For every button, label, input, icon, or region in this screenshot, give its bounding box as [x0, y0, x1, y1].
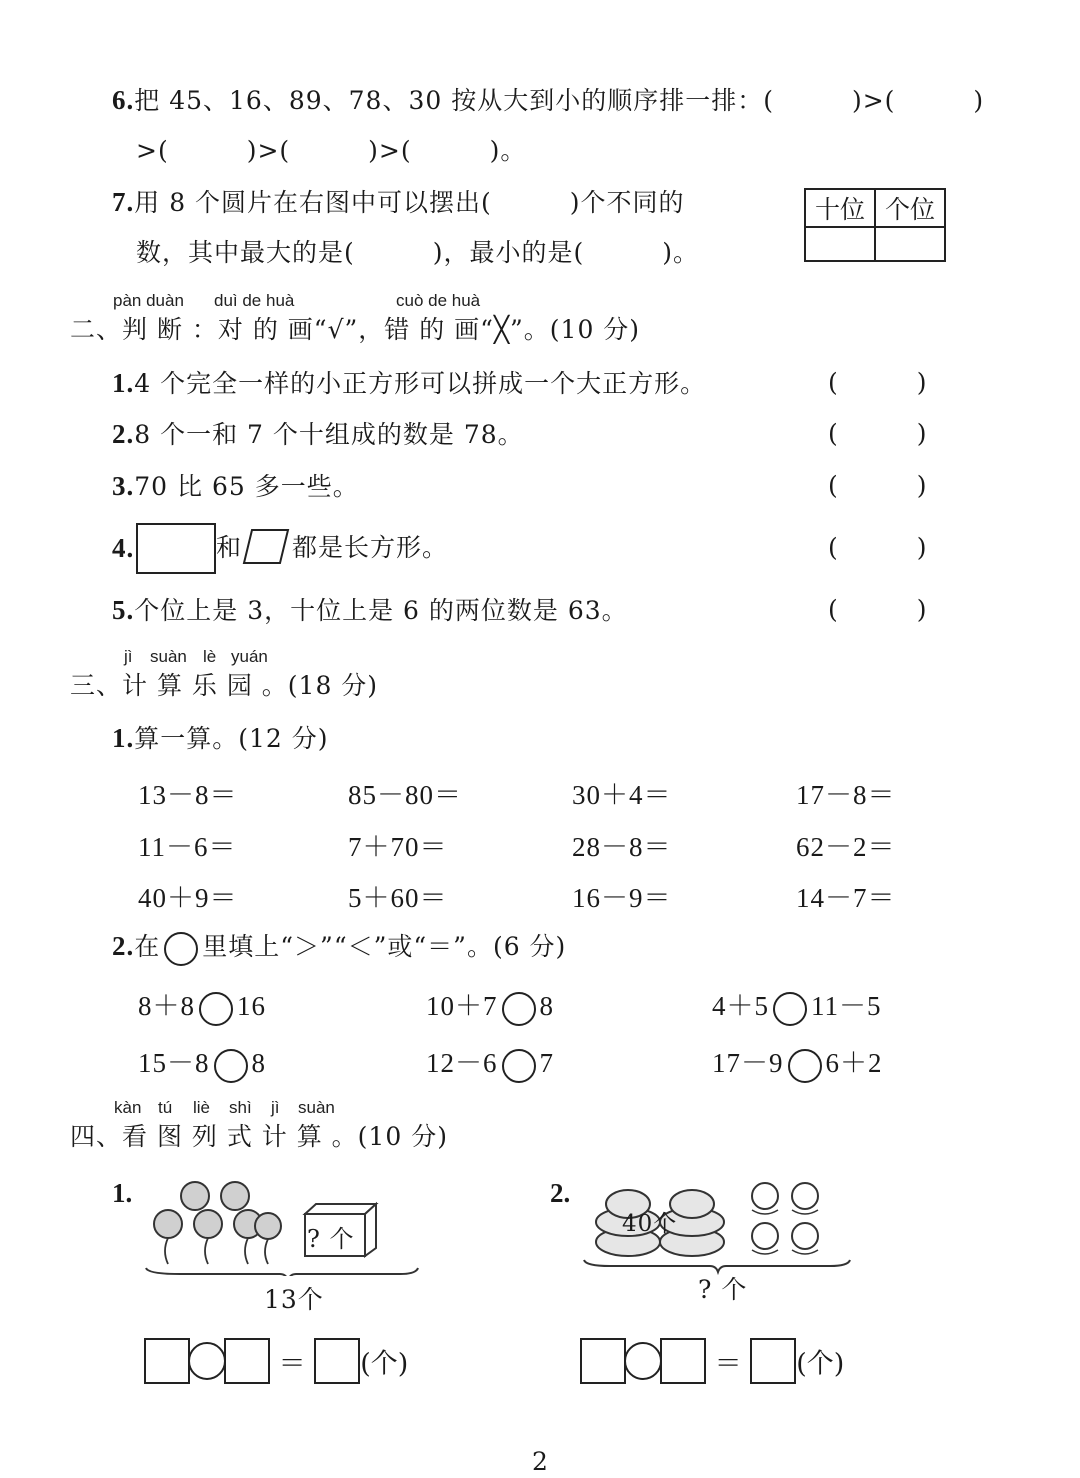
judge-4-text: 都是长方形。: [292, 533, 449, 562]
compare-left: 10＋7: [426, 991, 498, 1021]
p1-box-label: ? 个: [307, 1225, 355, 1253]
p2-number: 2.: [550, 1178, 571, 1208]
p1-total: 13个: [264, 1285, 324, 1314]
compare-right: 8: [251, 1048, 266, 1078]
circle-icon: [164, 932, 198, 966]
judge-4-and: 和: [216, 533, 243, 562]
judge-2-text: 8 个一和 7 个十组成的数是 78。: [134, 420, 524, 449]
ones-header: 个位: [875, 189, 945, 227]
p2-total: ? 个: [698, 1275, 748, 1304]
compare-circle[interactable]: [502, 992, 536, 1026]
pinyin-lie: liè: [193, 1098, 211, 1117]
q6-line1: [112, 84, 984, 117]
answer-box[interactable]: [144, 1338, 190, 1384]
q7-line2: 数，其中最大的是( )，最小的是( )。: [136, 238, 700, 267]
pinyin-cuodehua: cuò de huà: [396, 291, 481, 310]
judge-5-number: 5.: [112, 595, 135, 625]
p1-unit: (个): [360, 1348, 409, 1380]
pinyin-duidehua: duì de huà: [214, 291, 295, 310]
parallelogram-shape: [242, 527, 292, 567]
pinyin-suan: suàn: [150, 647, 187, 666]
calc-item[interactable]: 17－8＝: [796, 780, 896, 810]
judge-4-answer[interactable]: ( ): [828, 533, 928, 562]
judge-3-answer[interactable]: ( ): [828, 471, 928, 500]
calc-item[interactable]: 28－8＝: [572, 832, 672, 862]
calc-item[interactable]: 85－80＝: [348, 780, 462, 810]
p1-number: 1.: [112, 1178, 133, 1208]
calc-sub-number: 1.: [112, 723, 135, 753]
compare-right: 16: [237, 991, 266, 1021]
q7-text: 用 8 个圆片在右图中可以摆出( )个不同的: [134, 188, 685, 217]
calc-item[interactable]: 7＋70＝: [348, 832, 448, 862]
pinyin-panduan: pàn duàn: [113, 291, 184, 310]
place-value-table: [804, 188, 946, 262]
result-box[interactable]: [750, 1338, 796, 1384]
judge-item-1: [112, 367, 706, 400]
section2-title: 二、判 断 ：对 的 画“√”，错 的 画“╳”。(10 分): [70, 315, 641, 344]
equals-sign: ＝: [278, 1348, 306, 1380]
compare-right: 8: [539, 991, 554, 1021]
q7-line1: [112, 186, 685, 219]
calc-item[interactable]: 13－8＝: [138, 780, 238, 810]
judge-2-answer[interactable]: ( ): [828, 419, 928, 448]
judge-5-answer[interactable]: ( ): [828, 595, 928, 624]
p1-answer-row: [144, 1338, 408, 1384]
compare-circle[interactable]: [214, 1049, 248, 1083]
compare-item: [426, 984, 554, 1026]
p2-stack-label: 40个: [622, 1211, 678, 1237]
compare-left: 8＋8: [138, 991, 195, 1021]
ones-cell[interactable]: [875, 227, 945, 261]
pinyin-tu: tú: [158, 1098, 173, 1117]
q6-number: 6.: [112, 85, 135, 115]
pinyin-shi: shì: [229, 1098, 252, 1117]
pinyin-yuan: yuán: [231, 647, 268, 666]
compare-left: 4＋5: [712, 991, 769, 1021]
judge-5-text: 个位上是 3，十位上是 6 的两位数是 63。: [134, 596, 628, 625]
q7-number: 7.: [112, 187, 135, 217]
section4-title: 四、看 图 列 式 计 算 。(10 分): [70, 1122, 448, 1151]
judge-1-text: 4 个完全一样的小正方形可以拼成一个大正方形。: [134, 369, 707, 398]
pinyin-kan: kàn: [114, 1098, 142, 1117]
page-number: 2: [532, 1447, 549, 1476]
compare-item: [712, 1041, 883, 1083]
compare-sub-number: 2.: [112, 931, 135, 961]
pinyin-suan2: suàn: [298, 1098, 335, 1117]
answer-box[interactable]: [660, 1338, 706, 1384]
compare-left: 12－6: [426, 1048, 498, 1078]
judge-4-number: 4.: [112, 533, 135, 563]
calc-item[interactable]: 40＋9＝: [138, 883, 238, 913]
compare-post: 里填上“＞”“＜”或“＝”。(6 分): [202, 932, 567, 961]
pinyin-ji2: jì: [271, 1098, 280, 1117]
judge-item-3: [112, 470, 359, 503]
pinyin-ji: jì: [124, 647, 133, 666]
answer-box[interactable]: [224, 1338, 270, 1384]
compare-subtitle: [112, 930, 566, 966]
compare-circle[interactable]: [199, 992, 233, 1026]
compare-right: 6＋2: [825, 1048, 883, 1078]
calc-subtitle: [112, 722, 329, 755]
calc-item[interactable]: 14－7＝: [796, 883, 896, 913]
judge-1-number: 1.: [112, 368, 135, 398]
p2-unit: (个): [796, 1348, 845, 1380]
tens-header: 十位: [805, 189, 875, 227]
compare-right: 7: [539, 1048, 554, 1078]
compare-item: [712, 984, 882, 1026]
q6-line2: >( )>( )>( )。: [136, 136, 527, 165]
section3-title: 三、计 算 乐 园 。(18 分): [70, 671, 379, 700]
calc-item[interactable]: 5＋60＝: [348, 883, 448, 913]
calc-item[interactable]: 62－2＝: [796, 832, 896, 862]
compare-left: 17－9: [712, 1048, 784, 1078]
judge-item-5: [112, 594, 628, 627]
judge-3-number: 3.: [112, 471, 135, 501]
compare-left: 15－8: [138, 1048, 210, 1078]
rectangle-shape: [136, 523, 216, 574]
result-box[interactable]: [314, 1338, 360, 1384]
calc-item[interactable]: 16－9＝: [572, 883, 672, 913]
p2-answer-row: [580, 1338, 844, 1384]
compare-item: [138, 984, 266, 1026]
judge-2-number: 2.: [112, 419, 135, 449]
calc-sub-text: 算一算。(12 分): [134, 724, 329, 753]
compare-circle[interactable]: [788, 1049, 822, 1083]
compare-circle[interactable]: [773, 992, 807, 1026]
equals-sign: ＝: [714, 1348, 742, 1380]
judge-1-answer[interactable]: ( ): [828, 368, 928, 397]
operator-circle[interactable]: [624, 1342, 662, 1380]
compare-circle[interactable]: [502, 1049, 536, 1083]
calc-item[interactable]: 11－6＝: [138, 832, 237, 862]
compare-item: [138, 1041, 266, 1083]
tens-cell[interactable]: [805, 227, 875, 261]
compare-item: [426, 1041, 554, 1083]
operator-circle[interactable]: [188, 1342, 226, 1380]
compare-pre: 在: [134, 932, 161, 961]
q6-text: 把 45、16、89、78、30 按从大到小的顺序排一排：( )>( ): [134, 86, 985, 115]
pinyin-le: lè: [203, 647, 217, 666]
answer-box[interactable]: [580, 1338, 626, 1384]
judge-3-text: 70 比 65 多一些。: [134, 472, 359, 501]
compare-right: 11－5: [811, 991, 882, 1021]
balloons-figure: [140, 1176, 430, 1276]
judge-item-2: [112, 418, 524, 451]
calc-item[interactable]: 30＋4＝: [572, 780, 672, 810]
